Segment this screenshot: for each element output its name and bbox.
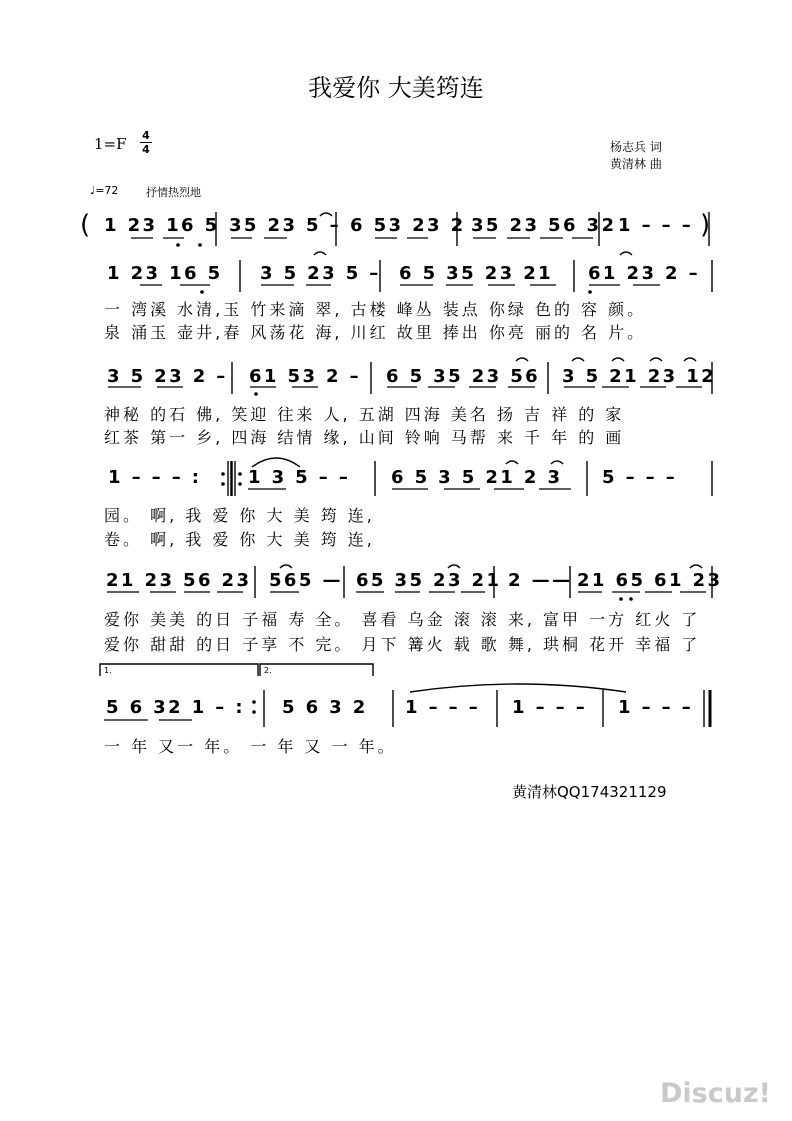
measure: 1 3 5 – – [248,467,351,488]
page-title: 我爱你 大美筠连 [308,74,484,102]
measure: 21 23 56 23 [106,570,252,591]
volta-first-ending: 1. [104,666,112,675]
measure: 5 – – – [602,467,678,488]
composer-credit: 黄清林 曲 [610,157,662,171]
key-signature: 1=F [94,135,127,153]
measure: 5 6 3 2 [282,697,368,718]
time-signature-top: 4 [142,129,150,142]
measure: 565 — [269,570,343,591]
arranger-signature: 黄清林QQ174321129 [512,783,667,801]
measure: 1 23 16 5 [107,263,223,284]
time-signature-bottom: 4 [142,143,150,156]
measure: 3 5 23 2 – [107,366,228,387]
measure: 65 35 23 21 [356,570,502,591]
lyric-line: 泉 涌玉 壶井,春 风荡花 海, 川红 故里 捧出 你亮 丽的 名 片。 [104,323,647,342]
measure: 1 – – – : [108,467,202,488]
lyricist-credit: 杨志兵 词 [610,140,662,154]
measure: 1 – – – [512,697,588,718]
measure: 6 5 35 23 56 [386,366,541,387]
measure: 1 – – – [405,697,481,718]
lyric-line: 爱你 甜甜 的日 子享 不 完。 月下 篝火 载 歌 舞, 珙桐 花开 幸福 了 [104,635,701,654]
watermark: Discuz! [660,1078,771,1109]
volta-second-ending: 2. [264,666,272,675]
measure: 61 53 2 – [249,366,362,387]
measure: 3 5 21 23 12 [562,366,717,387]
measure: 6 5 3 5 21 2 3 [391,467,563,488]
measure: 21 65 61 23 [577,570,723,591]
intro-measure: 1 23 16 5 [104,215,220,236]
measure: 2 —— [508,570,573,591]
lyric-line: 红茶 第一 乡, 四海 结情 缘, 山间 铃响 马帮 来 千 年 的 画 [104,428,625,447]
intro-measure: 1 – – – [618,215,694,236]
expression-marking: 抒情热烈地 [146,186,201,199]
lyric-line: 一 年 又一 年。 一 年 又 一 年。 [104,737,397,756]
lyric-line: 园。 啊, 我 爱 你 大 美 筠 连, [104,506,375,525]
lyric-line: 一 湾溪 水清,玉 竹来滴 翠, 古楼 峰丛 装点 你绿 色的 容 颜。 [104,300,647,319]
intro-measure: 35 23 5 – [229,215,342,236]
intro-close-paren: ) [700,210,713,240]
intro-measure: 6 53 23 2 [350,215,466,236]
intro-open-paren: ( [80,210,93,240]
intro-measure: 35 23 56 32 [471,215,617,236]
measure: 3 5 23 5 – [260,263,381,284]
lyric-line: 神秘 的石 佛, 笑迎 往来 人, 五湖 四海 美名 扬 吉 祥 的 家 [104,405,625,424]
measure: 61 23 2 – [588,263,701,284]
lyric-line: 爱你 美美 的日 子福 寿 全。 喜看 乌金 滚 滚 来, 富甲 一方 红火 了 [104,610,701,629]
measure: 6 5 35 23 21 [399,263,554,284]
measure: 1 – – – [618,697,694,718]
measure: 5 6 32 1 – : [106,697,245,718]
tempo-marking: ♩=72 [90,184,119,197]
lyric-line: 卷。 啊, 我 爱 你 大 美 筠 连, [104,530,375,549]
